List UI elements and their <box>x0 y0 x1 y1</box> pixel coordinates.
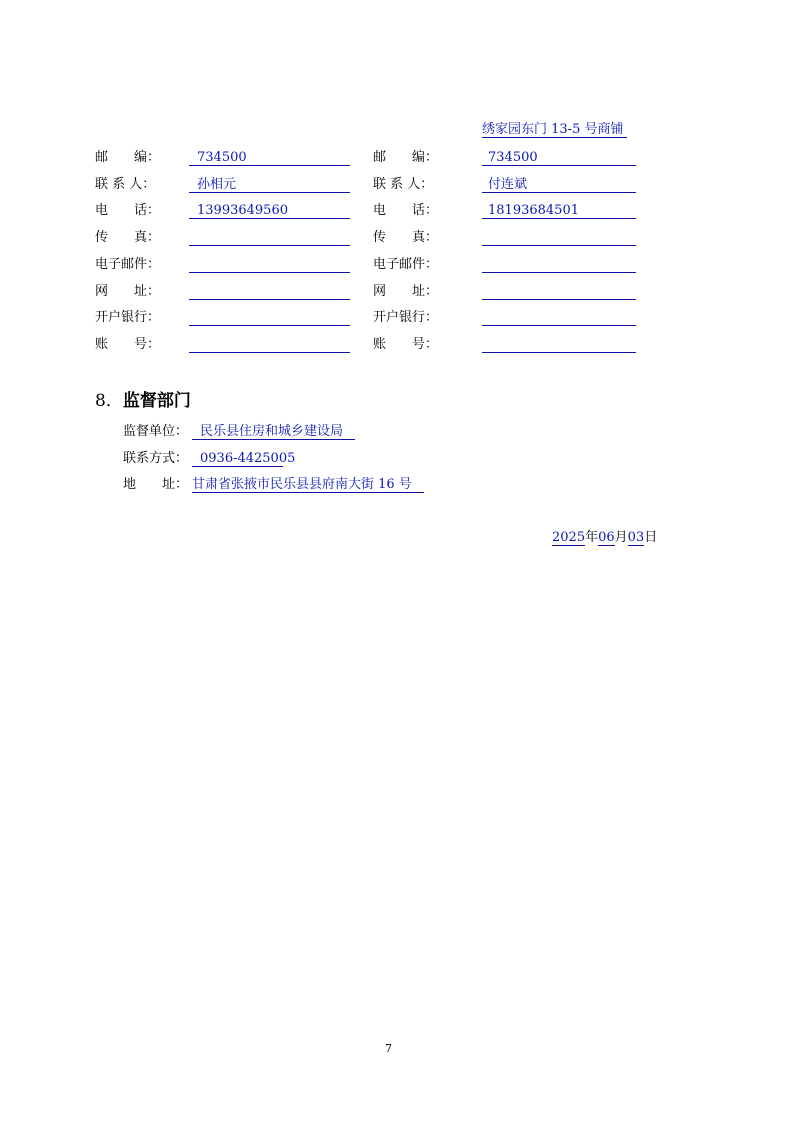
section-number: 8． <box>95 391 123 411</box>
right-field-label: 传 真： <box>373 230 439 245</box>
date-day: 03 <box>627 530 645 545</box>
date-year: 2025 <box>552 530 586 545</box>
date-day-unit: 日 <box>644 530 658 545</box>
right-field-label: 联 系 人： <box>373 177 434 192</box>
page-number: 7 <box>385 1042 392 1055</box>
right-field-label: 邮 编： <box>373 150 439 165</box>
left-field-value <box>189 310 350 326</box>
section-title: 监督部门 <box>122 391 191 411</box>
date-month-unit: 月 <box>614 530 628 545</box>
document-date <box>552 530 657 546</box>
right-field-label: 电 话： <box>373 203 439 218</box>
right-field-label: 电子邮件： <box>373 257 439 272</box>
right-field-value <box>482 284 636 300</box>
date-year-unit: 年 <box>585 530 599 545</box>
left-field-label: 网 址： <box>95 284 161 299</box>
supervision-unit-label: 监督单位： <box>123 424 189 439</box>
left-field-label: 传 真： <box>95 230 161 245</box>
supervision-address-value: 甘肃省张掖市民乐县县府南大街 16 号 <box>192 477 424 493</box>
left-field-label: 电子邮件： <box>95 257 161 272</box>
left-field-label: 电 话： <box>95 203 161 218</box>
right-field-value: 18193684501 <box>482 203 636 219</box>
right-address-continued: 绣家园东门 13-5 号商铺 <box>482 122 627 138</box>
left-field-value: 734500 <box>189 150 350 166</box>
supervision-address-label: 地 址： <box>123 477 189 492</box>
left-field-value <box>189 337 350 353</box>
right-field-label: 开户银行： <box>373 310 439 325</box>
left-field-label: 账 号： <box>95 337 161 352</box>
right-field-label: 网 址： <box>373 284 439 299</box>
right-field-value: 734500 <box>482 150 636 166</box>
left-field-label: 开户银行： <box>95 310 161 325</box>
left-field-label: 联 系 人： <box>95 177 156 192</box>
left-field-label: 邮 编： <box>95 150 161 165</box>
date-month: 06 <box>598 530 615 545</box>
left-field-value: 13993649560 <box>189 203 350 219</box>
left-field-value <box>189 284 350 300</box>
left-field-value: 孙相元 <box>189 177 350 193</box>
right-field-label: 账 号： <box>373 337 439 352</box>
right-field-value <box>482 230 636 246</box>
right-field-value <box>482 257 636 273</box>
supervision-contact-value: 0936-4425005 <box>192 451 283 467</box>
left-field-value <box>189 257 350 273</box>
right-field-value <box>482 310 636 326</box>
section-heading <box>95 391 191 411</box>
right-field-value <box>482 337 636 353</box>
supervision-contact-label: 联系方式： <box>123 451 189 466</box>
right-field-value: 付连斌 <box>482 177 636 193</box>
supervision-unit-value: 民乐县住房和城乡建设局 <box>192 424 355 440</box>
left-field-value <box>189 230 350 246</box>
